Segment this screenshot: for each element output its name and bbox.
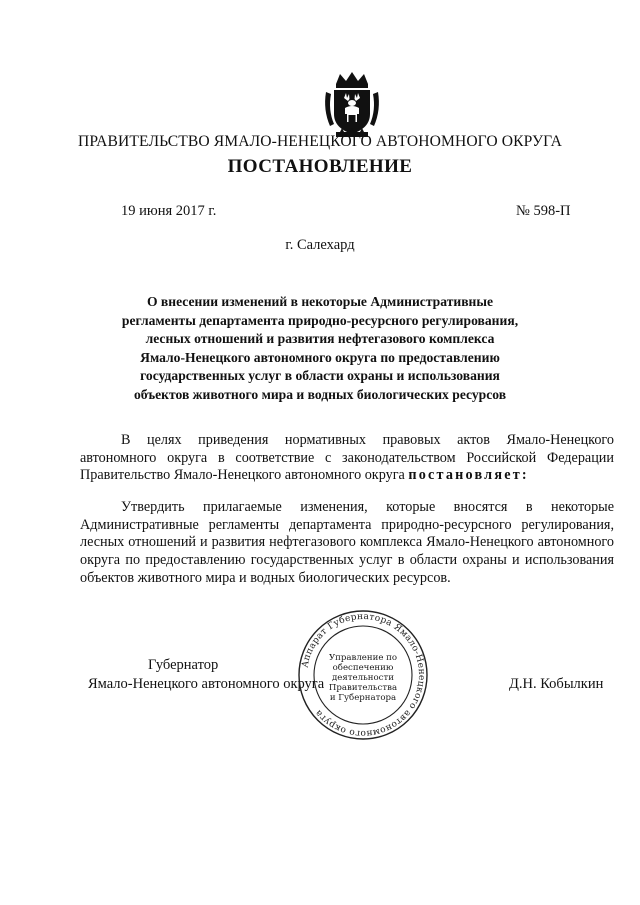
subject-line: О внесении изменений в некоторые Административные	[146, 294, 494, 309]
preamble-text: В целях приведения нормативных правовых актов Ямало-Ненецкого автономного округа в соответствие с законодательством Российской Федерации Правительство Ямало-Ненецкого автономного округа	[80, 432, 614, 484]
signatory-position-line1: Губернатор	[148, 657, 219, 673]
resolves-keyword: постановляет:	[408, 467, 529, 484]
stamp-line: деятельности	[332, 673, 394, 683]
coat-of-arms-emblem	[322, 70, 382, 140]
document-subject	[100, 293, 540, 405]
subject-line: регламенты департамента природно-ресурсного регулирования,	[121, 312, 519, 328]
document-city: г. Салехард	[285, 237, 355, 253]
body-paragraph-resolution: Утвердить прилагаемые изменения, которые вносятся в некоторые Административные регламенты департамента природно-ресурсного регулирования, лесных отношений и развития нефтегазового комплекса Ямало-Ненецкого автономного округа по предоставлению государственных услуг в области охраны и использования объектов животного мира и водных биологических ресурсов.	[80, 499, 614, 586]
subject-line: лесных отношений и развития нефтегазового комплекса	[145, 331, 495, 347]
document-date: 19 июня 2017 г.	[121, 203, 217, 219]
stamp-line: Управление по	[328, 653, 398, 663]
stamp-ring-text: Аппарат Губернатора Ямало-Ненецкого автономного округа	[300, 611, 427, 739]
stamp-center-text	[300, 653, 426, 703]
document-type-title: ПОСТАНОВЛЕНИЕ	[227, 156, 413, 177]
stamp-line: и Губернатора	[329, 693, 397, 703]
subject-line: объектов животного мира и водных биологических ресурсов	[133, 386, 507, 402]
document-number: № 598-П	[516, 203, 571, 219]
body-paragraph-preamble	[80, 432, 614, 485]
stamp-line: обеспечению	[332, 663, 394, 673]
stamp-line: Правительства	[328, 683, 398, 693]
signatory-name: Д.Н. Кобылкин	[509, 676, 604, 692]
subject-line: Ямало-Ненецкого автономного округа по предоставлению	[140, 349, 500, 365]
subject-line: государственных услуг в области охраны и использования	[140, 368, 500, 384]
signatory-position-line2: Ямало-Ненецкого автономного округа	[88, 676, 325, 692]
government-title: ПРАВИТЕЛЬСТВО ЯМАЛО-НЕНЕЦКОГО АВТОНОМНОГО ОКРУГА	[78, 133, 562, 150]
